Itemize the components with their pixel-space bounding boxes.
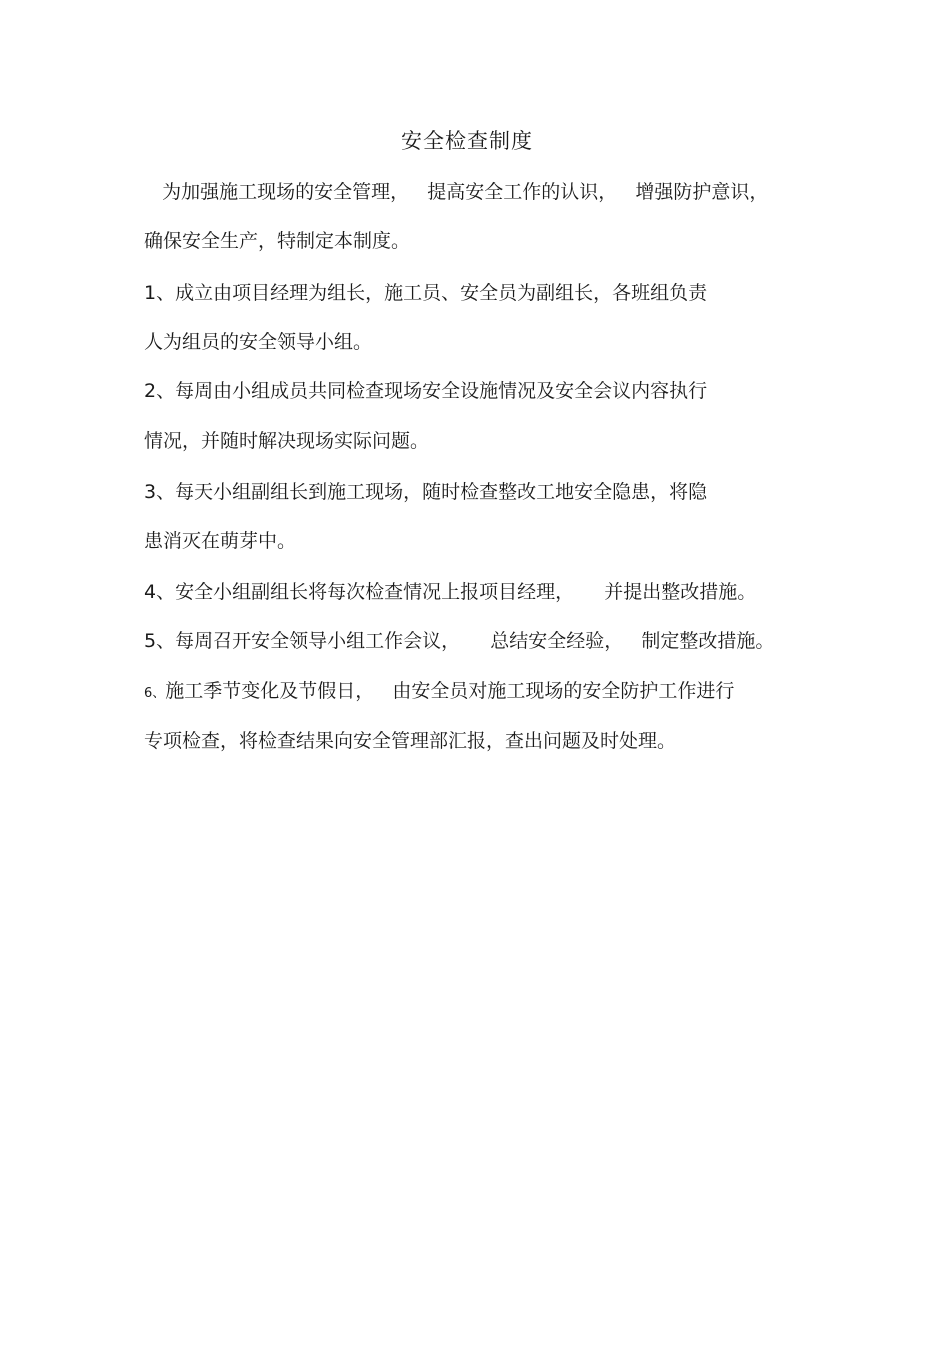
item-1-line-1: 1、成立由项目经理为组长，施工员、安全员为副组长，各班组负责: [144, 282, 708, 304]
document-title: 安全检查制度: [401, 129, 533, 153]
item-6-line-1: [144, 677, 734, 708]
intro-line-2: 确保安全生产，特制定本制度。: [144, 230, 411, 252]
item-3-line-2: 患消灭在萌芽中。: [144, 530, 297, 552]
item-6-text: 施工季节变化及节假日， 由安全员对施工现场的安全防护工作进行: [165, 680, 735, 702]
item-1-line-2: 人为组员的安全领导小组。: [144, 331, 373, 353]
item-6-line-2: 专项检查，将检查结果向安全管理部汇报，查出问题及时处理。: [144, 730, 677, 752]
item-3-line-1: 3、每天小组副组长到施工现场，随时检查整改工地安全隐患，将隐: [144, 481, 708, 503]
item-2-line-2: 情况，并随时解决现场实际问题。: [144, 430, 430, 452]
item-2-line-1: 2、每周由小组成员共同检查现场安全设施情况及安全会议内容执行: [144, 380, 708, 402]
intro-line-1: 为加强施工现场的安全管理， 提高安全工作的认识， 增强防护意识，: [144, 181, 769, 203]
item-6-number: 6、: [144, 686, 166, 701]
item-5-line-1: 5、每周召开安全领导小组工作会议， 总结安全经验， 制定整改措施。: [144, 630, 775, 652]
item-4-line-1: 4、安全小组副组长将每次检查情况上报项目经理， 并提出整改措施。: [144, 581, 757, 603]
